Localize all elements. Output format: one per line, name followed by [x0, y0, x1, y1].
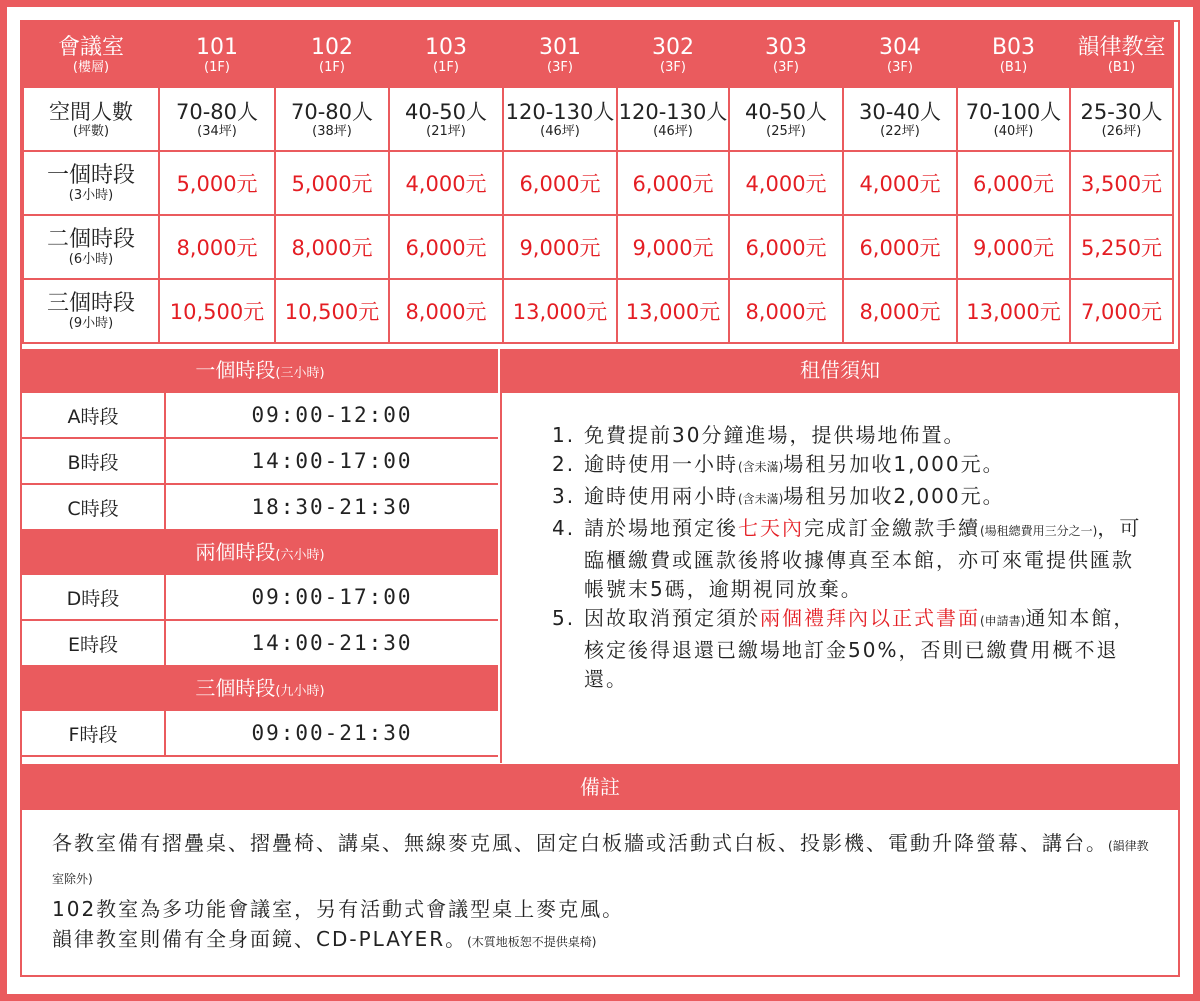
remark-line — [52, 894, 1152, 924]
capacity-area: (21坪) — [426, 123, 466, 139]
slot-time: 14:00-17:00 — [251, 449, 413, 473]
price-cell: 10,500元 — [275, 279, 389, 343]
slot-row — [22, 485, 498, 531]
price-cell: 10,500元 — [159, 279, 275, 343]
rental-note-number: 4. — [552, 516, 576, 540]
rental-note-number: 5. — [552, 606, 576, 630]
small-note-text: (申請書) — [980, 614, 1026, 628]
price-cell: 13,000元 — [617, 279, 729, 343]
price-cell: 13,000元 — [957, 279, 1070, 343]
rental-note-text — [584, 482, 1144, 514]
slot-time: 09:00-17:00 — [251, 585, 413, 609]
capacity-cell — [843, 87, 957, 151]
room-price-table — [22, 22, 1174, 344]
room-floor: (1F) — [319, 59, 345, 75]
capacity-cell — [1070, 87, 1173, 151]
room-name: 101 — [196, 34, 238, 60]
price-cell: 8,000元 — [389, 279, 503, 343]
note-text: 場租另加收2,000元。 — [783, 484, 1005, 508]
capacity-people: 70-80人 — [290, 99, 374, 124]
price-row-label-sub: (9小時) — [68, 315, 114, 331]
capacity-people: 70-100人 — [965, 99, 1062, 124]
price-label-cell — [23, 151, 159, 215]
small-note-text: (場租總費用三分之一) — [980, 524, 1098, 538]
price-cell: 8,000元 — [729, 279, 843, 343]
price-label-cell — [23, 279, 159, 343]
small-note-text: (含未滿) — [738, 460, 784, 474]
rental-note-text — [584, 604, 1144, 694]
slot-label: B時段 — [22, 439, 166, 483]
price-cell: 4,000元 — [843, 151, 957, 215]
small-note-text: (韻律教室除外) — [52, 839, 1149, 886]
note-text: ，可臨櫃繳費或匯款後將收據傳真至本館，亦可來電提供匯款帳號末5碼，逾期視同放棄。 — [584, 516, 1142, 601]
slot-label: C時段 — [22, 485, 166, 529]
room-header-cell — [617, 23, 729, 87]
slot-group-title-main: 三個時段 — [195, 676, 276, 700]
rental-note-text — [584, 421, 1144, 450]
remark-line — [52, 924, 1152, 957]
slot-group-title-sub: (六小時) — [275, 548, 325, 563]
slot-group-title — [22, 349, 498, 393]
room-floor: (1F) — [204, 59, 230, 75]
price-cell: 7,000元 — [1070, 279, 1173, 343]
capacity-cell — [503, 87, 617, 151]
slot-time: 14:00-21:30 — [251, 631, 413, 655]
room-header-cell — [843, 23, 957, 87]
price-row — [23, 279, 1173, 343]
price-cell: 5,250元 — [1070, 215, 1173, 279]
note-text: 免費提前30分鐘進場，提供場地佈置。 — [584, 423, 966, 447]
price-cell: 6,000元 — [503, 151, 617, 215]
highlight-text: 兩個禮拜內以正式書面 — [760, 606, 980, 630]
note-text: 場租另加收1,000元。 — [783, 452, 1005, 476]
capacity-area: (40坪) — [993, 123, 1034, 139]
price-row — [23, 215, 1173, 279]
rental-notes-title: 租借須知 — [502, 349, 1178, 393]
rental-note-item — [552, 604, 1178, 694]
small-note-text: (含未滿) — [738, 492, 784, 506]
price-cell: 5,000元 — [159, 151, 275, 215]
capacity-people: 25-30人 — [1080, 99, 1163, 124]
rental-note-number: 1. — [552, 423, 576, 447]
price-cell: 8,000元 — [159, 215, 275, 279]
price-cell: 6,000元 — [843, 215, 957, 279]
room-floor: (B1) — [1107, 59, 1136, 75]
price-row-label: 一個時段 — [46, 162, 135, 188]
small-note-text: (木質地板恕不提供桌椅) — [467, 935, 597, 949]
price-cell: 9,000元 — [503, 215, 617, 279]
price-cell: 6,000元 — [389, 215, 503, 279]
note-text: 因故取消預定須於 — [584, 606, 760, 630]
note-text: 請於場地預定後 — [584, 516, 738, 540]
slot-group-title-sub: (九小時) — [275, 684, 325, 699]
price-row-label: 三個時段 — [46, 290, 135, 316]
price-cell: 6,000元 — [617, 151, 729, 215]
slot-group-title-main: 兩個時段 — [195, 540, 276, 564]
room-floor: (3F) — [547, 59, 573, 75]
remarks-title: 備註 — [22, 764, 1178, 810]
slot-row — [22, 621, 498, 667]
price-label-cell — [23, 215, 159, 279]
room-header-cell — [729, 23, 843, 87]
room-name: 韻律教室 — [1077, 34, 1166, 60]
remark-text: 韻律教室則備有全身面鏡、CD-PLAYER。 — [52, 927, 468, 951]
room-header-cell — [957, 23, 1070, 87]
note-text: 完成訂金繳款手續 — [804, 516, 980, 540]
capacity-row — [23, 87, 1173, 151]
room-name: 102 — [311, 34, 353, 60]
note-text: 逾時使用兩小時 — [584, 484, 738, 508]
rental-note-text — [584, 450, 1144, 482]
room-floor: (3F) — [887, 59, 913, 75]
capacity-label-cell — [23, 87, 159, 151]
slot-label: A時段 — [22, 393, 166, 437]
remark-text: 102教室為多功能會議室，另有活動式會議型桌上麥克風。 — [52, 897, 625, 921]
rental-note-item — [552, 450, 1178, 482]
remark-line — [52, 828, 1152, 894]
slot-group-title — [22, 667, 498, 711]
price-row — [23, 151, 1173, 215]
capacity-people: 40-50人 — [744, 99, 828, 124]
room-name: 304 — [879, 34, 921, 60]
rental-notes-list — [502, 393, 1178, 694]
slot-group-title — [22, 531, 498, 575]
price-cell: 8,000元 — [275, 215, 389, 279]
remark-text: 各教室備有摺疊桌、摺疊椅、講桌、無線麥克風、固定白板牆或活動式白板、投影機、電動升降螢幕、講台。 — [52, 831, 1108, 855]
price-row-label-sub: (6小時) — [68, 251, 114, 267]
capacity-label-sub: (坪數) — [72, 123, 110, 139]
price-row-label-sub: (3小時) — [68, 187, 114, 203]
price-cell: 4,000元 — [729, 151, 843, 215]
room-name: B03 — [991, 34, 1036, 60]
capacity-people: 120-130人 — [505, 99, 615, 124]
room-header-cell — [275, 23, 389, 87]
capacity-area: (46坪) — [540, 123, 580, 139]
capacity-area: (22坪) — [880, 123, 920, 139]
slot-time: 09:00-21:30 — [251, 721, 413, 745]
header-label-cell — [23, 23, 159, 87]
room-header-cell — [159, 23, 275, 87]
room-name: 302 — [652, 34, 694, 60]
slot-row — [22, 393, 498, 439]
capacity-label: 空間人數 — [49, 99, 133, 124]
capacity-cell — [275, 87, 389, 151]
price-cell: 6,000元 — [729, 215, 843, 279]
header-row — [23, 23, 1173, 87]
remarks-list — [52, 828, 1152, 957]
capacity-people: 120-130人 — [618, 99, 728, 124]
price-cell: 13,000元 — [503, 279, 617, 343]
price-cell: 4,000元 — [389, 151, 503, 215]
note-text: 逾時使用一小時 — [584, 452, 738, 476]
room-header-cell — [389, 23, 503, 87]
price-cell: 9,000元 — [957, 215, 1070, 279]
header-label: 會議室 — [57, 34, 124, 60]
room-name: 303 — [765, 34, 807, 60]
slot-group-title-main: 一個時段 — [195, 358, 276, 382]
rental-notes-section — [500, 349, 1178, 763]
slot-label: D時段 — [22, 575, 166, 619]
time-slot-section — [22, 349, 498, 757]
capacity-cell — [159, 87, 275, 151]
rental-note-item — [552, 421, 1178, 450]
capacity-area: (34坪) — [197, 123, 237, 139]
slot-group-title-sub: (三小時) — [275, 366, 325, 381]
room-floor: (1F) — [433, 59, 459, 75]
capacity-area: (25坪) — [766, 123, 806, 139]
note-text: 通知本館，核定後得退還已繳場地訂金50%，否則已繳費用概不退還。 — [584, 606, 1136, 691]
slot-row — [22, 575, 498, 621]
capacity-people: 30-40人 — [858, 99, 942, 124]
capacity-people: 70-80人 — [175, 99, 259, 124]
room-header-cell — [503, 23, 617, 87]
capacity-cell — [957, 87, 1070, 151]
slot-time: 18:30-21:30 — [251, 495, 413, 519]
slot-label: E時段 — [22, 621, 166, 665]
room-table-body — [23, 23, 1173, 343]
capacity-area: (26坪) — [1101, 123, 1142, 139]
room-name: 301 — [539, 34, 581, 60]
room-header-cell — [1070, 23, 1173, 87]
rental-note-item — [552, 482, 1178, 514]
price-row-label: 二個時段 — [46, 226, 135, 252]
capacity-area: (46坪) — [653, 123, 693, 139]
slot-label: F時段 — [22, 711, 166, 755]
price-cell: 9,000元 — [617, 215, 729, 279]
room-floor: (3F) — [773, 59, 799, 75]
capacity-people: 40-50人 — [404, 99, 488, 124]
capacity-cell — [729, 87, 843, 151]
capacity-cell — [617, 87, 729, 151]
price-cell: 6,000元 — [957, 151, 1070, 215]
capacity-area: (38坪) — [312, 123, 352, 139]
slot-time: 09:00-12:00 — [251, 403, 413, 427]
slot-row — [22, 711, 498, 757]
slot-row — [22, 439, 498, 485]
rental-note-text — [584, 514, 1144, 604]
price-cell: 8,000元 — [843, 279, 957, 343]
room-floor: (3F) — [660, 59, 686, 75]
room-name: 103 — [425, 34, 467, 60]
price-cell: 5,000元 — [275, 151, 389, 215]
rental-note-number: 3. — [552, 484, 576, 508]
rental-note-item — [552, 514, 1178, 604]
header-label-sub: (樓層) — [72, 59, 110, 75]
price-cell: 3,500元 — [1070, 151, 1173, 215]
highlight-text: 七天內 — [738, 516, 804, 540]
rental-note-number: 2. — [552, 452, 576, 476]
capacity-cell — [389, 87, 503, 151]
room-floor: (B1) — [999, 59, 1028, 75]
